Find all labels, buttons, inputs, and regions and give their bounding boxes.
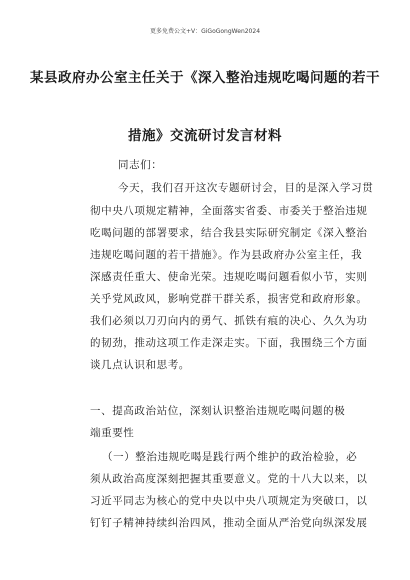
section-heading-line: 一、提高政治站位，深刻认识整治违规吃喝问题的极: [90, 405, 346, 417]
point-line: 钉钉子精神持续纠治四风，推动全面从严治党向纵深发展: [90, 517, 368, 529]
intro-line: 深感责任重大、使命光荣。违规吃喝问题看似小节，实则: [90, 271, 368, 283]
intro-line: 今天，我们召开这次专题研讨会，目的是深入学习贯: [118, 182, 374, 194]
intro-line: 谈几点认识和思考。: [90, 359, 190, 371]
intro-line: 违规吃喝问题的若干措施》。作为县政府办公室主任，我: [90, 249, 363, 261]
intro-line: 关乎党风政风，影响党群干群关系，损害党和政府形象。: [90, 293, 368, 305]
intro-line: 我们必须以刀刃向内的勇气、抓铁有痕的决心、久久为功: [90, 315, 368, 327]
intro-line: 吃喝问题的部署要求，结合我县实际研究制定《深入整治: [90, 227, 368, 239]
point-line: 须从政治高度深刻把握其重要意义。党的十八大以来，以: [90, 473, 368, 485]
intro-line: 的韧劲，推动这项工作走深走实。下面，我围绕三个方面: [90, 337, 368, 349]
intro-line: 彻中央八项规定精神，全面落实省委、市委关于整治违规: [90, 205, 368, 217]
point-line: 习近平同志为核心的党中央以中央八项规定为突破口，以: [90, 495, 368, 507]
point-line: （一）整治违规吃喝是践行两个维护的政治检验，必: [102, 451, 358, 463]
header-note: 更多免费公文+V：GiGoGongWen2024: [149, 28, 261, 35]
document-title-line-2: 措施》交流研讨发言材料: [128, 128, 282, 144]
document-title-line-1: 某县政府办公室主任关于《深入整治违规吃喝问题的若干: [30, 70, 380, 86]
section-heading-line: 端重要性: [90, 427, 135, 439]
greeting: 同志们：: [118, 159, 163, 171]
